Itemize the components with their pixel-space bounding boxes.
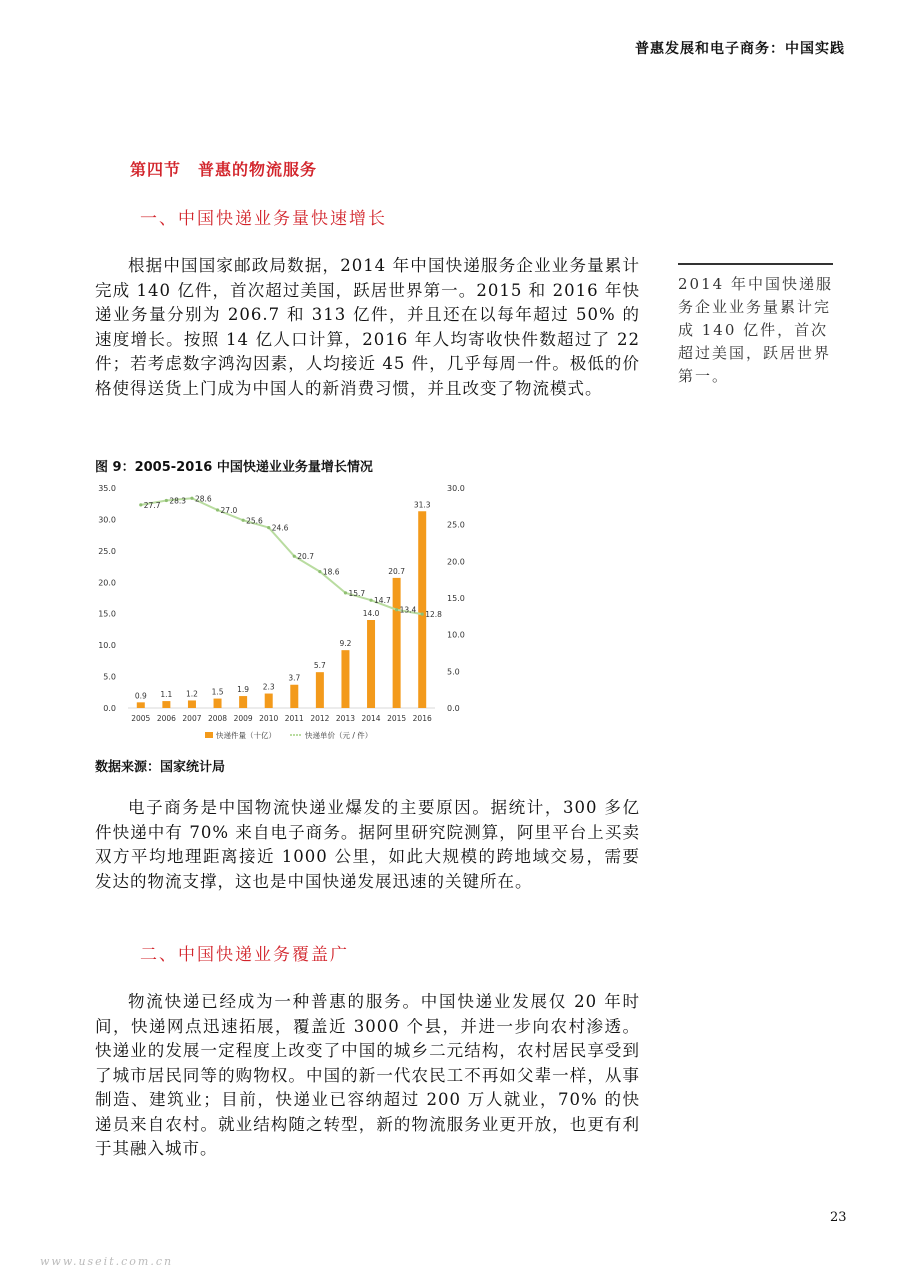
bar xyxy=(290,685,298,708)
price-point xyxy=(344,591,347,594)
bar-data-label: 2.3 xyxy=(262,682,275,692)
bar xyxy=(341,650,349,708)
left-axis-tick-label: 25.0 xyxy=(98,546,116,556)
right-axis-tick-label: 20.0 xyxy=(447,557,465,567)
bar xyxy=(214,699,222,708)
express-growth-chart xyxy=(90,478,490,753)
right-axis-tick-label: 10.0 xyxy=(447,630,465,640)
price-data-label: 27.7 xyxy=(143,500,161,510)
price-point xyxy=(318,570,321,573)
left-axis-tick-label: 30.0 xyxy=(98,515,116,525)
price-point xyxy=(293,555,296,558)
bar-data-label: 31.3 xyxy=(413,500,431,510)
bar-data-label: 0.9 xyxy=(134,691,147,701)
right-axis-tick-label: 5.0 xyxy=(447,667,460,677)
x-axis-tick-label: 2014 xyxy=(361,714,381,723)
left-axis-tick-label: 0.0 xyxy=(103,704,116,713)
right-axis-tick-label: 15.0 xyxy=(447,594,465,603)
bar xyxy=(367,620,375,708)
price-point xyxy=(395,608,398,611)
legend-label-bars: 快递件量（十亿） xyxy=(216,731,276,740)
price-data-label: 28.3 xyxy=(169,496,187,506)
x-axis-tick-label: 2008 xyxy=(207,714,228,723)
price-point xyxy=(165,499,168,502)
watermark: www.useit.com.cn xyxy=(40,1255,174,1268)
page-number: 23 xyxy=(830,1210,847,1225)
left-axis-tick-label: 10.0 xyxy=(98,641,116,651)
bar-data-label: 1.9 xyxy=(237,685,250,695)
figure-caption: 图 9：2005-2016 中国快递业业务量增长情况 xyxy=(95,460,373,475)
bar xyxy=(265,694,273,708)
x-axis-tick-label: 2015 xyxy=(387,714,407,723)
price-data-label: 15.7 xyxy=(348,588,366,598)
price-point xyxy=(216,508,219,511)
bar-data-label: 1.2 xyxy=(185,689,198,699)
bar-data-label: 1.5 xyxy=(211,687,224,697)
right-axis-tick-label: 0.0 xyxy=(447,704,460,713)
x-axis-tick-label: 2016 xyxy=(412,714,432,723)
price-point xyxy=(267,526,270,529)
price-data-label: 27.0 xyxy=(220,506,238,515)
price-point xyxy=(369,599,372,602)
bar xyxy=(393,578,401,708)
price-point xyxy=(190,497,193,500)
subsection-title-2: 二、中国快递业务覆盖广 xyxy=(140,945,349,965)
left-axis-tick-label: 20.0 xyxy=(98,578,116,588)
running-header: 普惠发展和电子商务：中国实践 xyxy=(635,41,845,57)
bar-data-label: 3.7 xyxy=(288,673,301,683)
x-axis-tick-label: 2005 xyxy=(131,714,151,723)
paragraph-3: 物流快递已经成为一种普惠的服务。中国快递业发展仅 20 年时间，快递网点迅速拓展，覆盖近 3000 个县，并进一步向农村渗透。快递业的发展一定程度上改变了中国的城乡二元结构，农村居民享受到了城市居民同等的购物权。中国的新一代农民工不再如父辈一样，从事制造、建筑业；目前，快递业已容纳超过 200 万人就业，70% 的快递员来自农村。就业结构随之转型，新的物流服务业更开放，也更有利于其融入城市。 xyxy=(95,992,640,1158)
price-point xyxy=(139,503,142,506)
x-axis-tick-label: 2007 xyxy=(182,714,202,723)
left-axis-tick-label: 35.0 xyxy=(98,484,116,493)
left-axis-tick-label: 15.0 xyxy=(98,609,116,619)
paragraph-1: 根据中国国家邮政局数据，2014 年中国快递服务企业业务量累计完成 140 亿件，首次超过美国，跃居世界第一。2015 和 2016 年快递业务量分别为 206.7 和 313 亿件，并且还在以每年超过 50% 的速度增长。按照 14 亿人口计算，2016 年人均寄收快件数超过了 22 件；若考虑数字鸿沟因素，人均接近 45 件，几乎每周一件。极低的价格使得送货上门成为中国人的新消费习惯，并且改变了物流模式。 xyxy=(95,256,640,398)
price-data-label: 18.6 xyxy=(322,567,340,577)
left-axis-tick-label: 5.0 xyxy=(103,672,116,682)
bar xyxy=(188,700,196,708)
pull-quote-sidebar xyxy=(678,263,833,388)
bar xyxy=(316,672,324,708)
price-data-label: 14.7 xyxy=(374,596,391,606)
x-axis-tick-label: 2012 xyxy=(310,714,330,723)
right-axis-tick-label: 30.0 xyxy=(447,484,465,493)
x-axis-tick-label: 2010 xyxy=(259,714,279,723)
price-data-label: 20.7 xyxy=(297,552,314,562)
bar-data-label: 5.7 xyxy=(313,661,326,671)
price-data-label: 12.8 xyxy=(425,610,442,620)
section-title: 第四节 普惠的物流服务 xyxy=(130,160,318,179)
data-source: 数据来源：国家统计局 xyxy=(95,760,226,775)
x-axis-tick-label: 2009 xyxy=(233,714,253,723)
x-axis-tick-label: 2006 xyxy=(156,714,176,723)
bar-data-label: 14.0 xyxy=(362,609,380,618)
pull-quote-text: 2014 年中国快递服务企业业务量累计完成 140 亿件，首次超过美国，跃居世界第一。 xyxy=(678,275,833,385)
right-axis-tick-label: 25.0 xyxy=(447,520,465,530)
bar xyxy=(239,696,247,708)
price-data-label: 28.6 xyxy=(194,494,212,504)
price-data-label: 25.6 xyxy=(246,516,263,526)
price-data-label: 13.4 xyxy=(399,605,417,615)
bar xyxy=(162,701,170,708)
bar-data-label: 20.7 xyxy=(388,566,405,576)
x-axis-tick-label: 2013 xyxy=(335,714,356,723)
bar-data-label: 9.2 xyxy=(339,639,352,649)
x-axis-tick-label: 2011 xyxy=(284,714,304,723)
legend-swatch-bars xyxy=(205,732,213,738)
price-point xyxy=(421,613,424,616)
price-data-label: 24.6 xyxy=(271,523,289,533)
bar xyxy=(137,702,145,708)
paragraph-2: 电子商务是中国物流快递业爆发的主要原因。据统计，300 多亿件快递中有 70% 来自电子商务。据阿里研究院测算，阿里平台上买卖双方平均地理距离接近 1000 公里，如此大规模的跨地域交易，需要发达的物流支撑，这也是中国快递发展迅速的关键所在。 xyxy=(95,798,640,891)
legend-label-line: 快递单价（元 / 件） xyxy=(305,731,373,740)
subsection-title-1: 一、中国快递业务量快速增长 xyxy=(140,209,387,229)
bar-data-label: 1.1 xyxy=(160,690,173,700)
price-point xyxy=(242,519,245,522)
